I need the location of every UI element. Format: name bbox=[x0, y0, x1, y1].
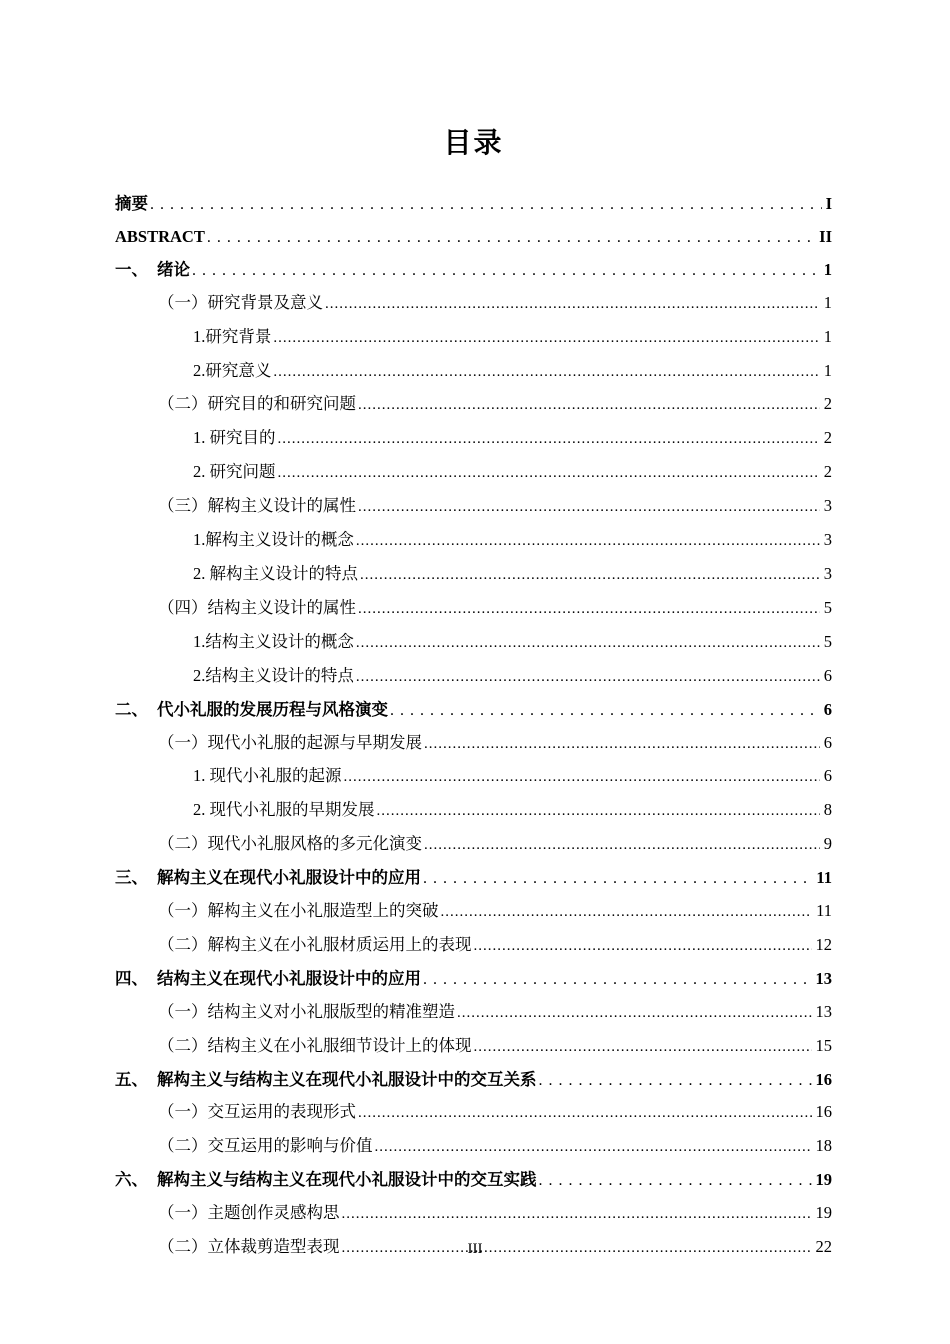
toc-entry-label: 2. 研究问题 bbox=[193, 462, 276, 482]
toc-entry[interactable] bbox=[115, 1030, 832, 1064]
toc-leader-dots bbox=[375, 1130, 812, 1164]
toc-entry[interactable] bbox=[115, 321, 832, 355]
toc-entry-label: 解构主义与结构主义在现代小礼服设计中的交互关系 bbox=[157, 1069, 537, 1089]
toc-leader-dots bbox=[273, 321, 819, 355]
toc-entry[interactable] bbox=[115, 490, 832, 524]
toc-entry-page-number: 11 bbox=[816, 868, 832, 888]
toc-entry[interactable] bbox=[115, 727, 832, 761]
page-title: 目录 bbox=[443, 128, 504, 159]
toc-leader-dots bbox=[358, 388, 820, 422]
toc-leader-dots bbox=[377, 794, 820, 828]
toc-entry[interactable] bbox=[115, 1130, 832, 1164]
toc-entry-label: 绪论 bbox=[157, 259, 190, 279]
toc-entry-page-number: 3 bbox=[823, 563, 832, 583]
toc-leader-dots bbox=[474, 929, 812, 963]
toc-entry-label: 2. 现代小礼服的早期发展 bbox=[193, 800, 375, 820]
toc-entry[interactable] bbox=[115, 828, 832, 862]
toc-entry-page-number: 2 bbox=[823, 428, 832, 448]
toc-entry[interactable] bbox=[115, 1096, 832, 1130]
toc-entry-label: ABSTRACT bbox=[115, 226, 205, 246]
toc-leader-dots bbox=[150, 188, 822, 221]
toc-entry-label: （一）结构主义对小礼服版型的精准塑造 bbox=[158, 1001, 455, 1021]
toc-entry-label: （一）研究背景及意义 bbox=[158, 292, 323, 312]
toc-entry-number: 二、 bbox=[115, 699, 148, 719]
toc-entry[interactable] bbox=[115, 388, 832, 422]
toc-entry-number: 四、 bbox=[115, 968, 148, 988]
toc-entry-page-number: 3 bbox=[823, 496, 832, 516]
toc-entry-page-number: 13 bbox=[815, 968, 832, 988]
toc-entry-label: （二）解构主义在小礼服材质运用上的表现 bbox=[158, 934, 472, 954]
toc-entry[interactable] bbox=[115, 963, 832, 996]
toc-leader-dots bbox=[358, 592, 820, 626]
toc-entry-page-number: II bbox=[819, 226, 832, 246]
toc-list bbox=[115, 188, 832, 1265]
toc-leader-dots bbox=[358, 490, 820, 524]
toc-entry-page-number: 13 bbox=[815, 1001, 832, 1021]
toc-entry-page-number: 1 bbox=[823, 259, 832, 279]
toc-entry-label: 1. 研究目的 bbox=[193, 428, 276, 448]
toc-entry[interactable] bbox=[115, 660, 832, 694]
toc-entry-label: 代小礼服的发展历程与风格演变 bbox=[157, 699, 388, 719]
toc-entry[interactable] bbox=[115, 558, 832, 592]
toc-entry-label: 1.解构主义设计的概念 bbox=[193, 530, 354, 550]
toc-entry-page-number: 12 bbox=[815, 934, 832, 954]
toc-entry-page-number: 1 bbox=[823, 326, 832, 346]
toc-entry[interactable] bbox=[115, 1197, 832, 1231]
toc-entry-label: 解构主义在现代小礼服设计中的应用 bbox=[157, 868, 421, 888]
toc-entry-page-number: 15 bbox=[815, 1035, 832, 1055]
toc-entry[interactable] bbox=[115, 592, 832, 626]
toc-entry-page-number: 16 bbox=[815, 1069, 832, 1089]
toc-entry-label: 2.结构主义设计的特点 bbox=[193, 665, 354, 685]
toc-entry-page-number: 6 bbox=[823, 665, 832, 685]
toc-leader-dots bbox=[358, 1096, 812, 1130]
toc-entry-label: 1. 现代小礼服的起源 bbox=[193, 766, 342, 786]
toc-leader-dots bbox=[192, 254, 820, 287]
toc-entry-page-number: 9 bbox=[823, 834, 832, 854]
toc-entry-number: 六、 bbox=[115, 1170, 148, 1190]
toc-entry-label: 摘要 bbox=[115, 194, 148, 213]
toc-entry-label: （一）交互运用的表现形式 bbox=[158, 1102, 356, 1122]
toc-entry[interactable] bbox=[115, 355, 832, 389]
toc-leader-dots bbox=[424, 727, 820, 761]
toc-entry-label: 结构主义在现代小礼服设计中的应用 bbox=[157, 968, 421, 988]
toc-leader-dots bbox=[474, 1030, 812, 1064]
toc-leader-dots bbox=[278, 456, 820, 490]
toc-entry-number: 一、 bbox=[115, 259, 148, 279]
toc-entry-page-number: 18 bbox=[815, 1136, 832, 1156]
toc-leader-dots bbox=[342, 1197, 812, 1231]
toc-entry-page-number: 16 bbox=[815, 1102, 832, 1122]
toc-entry-page-number: 6 bbox=[823, 732, 832, 752]
toc-leader-dots bbox=[390, 694, 820, 727]
toc-entry-page-number: 5 bbox=[823, 597, 832, 617]
toc-entry-page-number: 11 bbox=[816, 901, 832, 921]
page-number-footer: III bbox=[467, 1241, 483, 1257]
toc-entry[interactable] bbox=[115, 254, 832, 287]
toc-entry-label: 解构主义与结构主义在现代小礼服设计中的交互实践 bbox=[157, 1170, 537, 1190]
toc-leader-dots bbox=[207, 221, 815, 254]
toc-entry-page-number: 6 bbox=[823, 766, 832, 786]
toc-entry-label: 2.研究意义 bbox=[193, 360, 272, 380]
toc-entry[interactable] bbox=[115, 1164, 832, 1197]
toc-entry[interactable] bbox=[115, 221, 832, 254]
toc-entry[interactable] bbox=[115, 895, 832, 929]
toc-leader-dots bbox=[539, 1064, 812, 1097]
toc-leader-dots bbox=[344, 760, 820, 794]
toc-entry-number: 三、 bbox=[115, 868, 148, 888]
toc-entry-page-number: 1 bbox=[823, 292, 832, 312]
toc-entry-page-number: 5 bbox=[823, 631, 832, 651]
toc-entry[interactable] bbox=[115, 794, 832, 828]
toc-leader-dots bbox=[278, 422, 820, 456]
toc-entry-page-number: 6 bbox=[823, 699, 832, 719]
toc-leader-dots bbox=[539, 1164, 812, 1197]
toc-leader-dots bbox=[356, 524, 820, 558]
toc-leader-dots bbox=[457, 996, 812, 1030]
toc-entry-page-number: 2 bbox=[823, 462, 832, 482]
toc-leader-dots bbox=[424, 828, 820, 862]
toc-entry[interactable] bbox=[115, 524, 832, 558]
toc-entry-label: 2. 解构主义设计的特点 bbox=[193, 563, 358, 583]
toc-leader-dots bbox=[423, 963, 812, 996]
toc-entry[interactable] bbox=[115, 694, 832, 727]
toc-leader-dots bbox=[273, 355, 819, 389]
toc-entry-label: （二）现代小礼服风格的多元化演变 bbox=[158, 834, 422, 854]
toc-entry[interactable] bbox=[115, 1064, 832, 1097]
toc-leader-dots bbox=[325, 287, 820, 321]
toc-entry[interactable] bbox=[115, 626, 832, 660]
toc-entry-label: （二）立体裁剪造型表现 bbox=[158, 1237, 340, 1257]
toc-entry-page-number: 3 bbox=[823, 530, 832, 550]
toc-entry-page-number: 8 bbox=[823, 800, 832, 820]
toc-entry-number: 五、 bbox=[115, 1069, 148, 1089]
toc-entry-label: （一）现代小礼服的起源与早期发展 bbox=[158, 732, 422, 752]
toc-leader-dots bbox=[423, 862, 812, 895]
toc-entry-label: （二）研究目的和研究问题 bbox=[158, 394, 356, 414]
toc-leader-dots bbox=[356, 660, 820, 694]
toc-leader-dots bbox=[441, 895, 813, 929]
toc-leader-dots bbox=[356, 626, 820, 660]
toc-entry[interactable] bbox=[115, 188, 832, 221]
toc-entry-page-number: 22 bbox=[815, 1237, 832, 1257]
toc-entry-label: 1.研究背景 bbox=[193, 326, 272, 346]
toc-entry-label: 1.结构主义设计的概念 bbox=[193, 631, 354, 651]
toc-entry-label: （二）结构主义在小礼服细节设计上的体现 bbox=[158, 1035, 472, 1055]
toc-entry-label: （一）解构主义在小礼服造型上的突破 bbox=[158, 901, 439, 921]
toc-entry[interactable] bbox=[115, 996, 832, 1030]
toc-entry-page-number: I bbox=[825, 194, 832, 213]
toc-entry-page-number: 1 bbox=[823, 360, 832, 380]
toc-entry-label: （一）主题创作灵感构思 bbox=[158, 1203, 340, 1223]
toc-entry-label: （四）结构主义设计的属性 bbox=[158, 597, 356, 617]
toc-entry-page-number: 2 bbox=[823, 394, 832, 414]
toc-entry-page-number: 19 bbox=[815, 1203, 832, 1223]
toc-leader-dots bbox=[360, 558, 820, 592]
toc-entry[interactable] bbox=[115, 862, 832, 895]
toc-entry[interactable] bbox=[115, 929, 832, 963]
toc-entry[interactable] bbox=[115, 456, 832, 490]
toc-entry-label: （二）交互运用的影响与价值 bbox=[158, 1136, 373, 1156]
toc-entry[interactable] bbox=[115, 287, 832, 321]
toc-entry[interactable] bbox=[115, 422, 832, 456]
toc-entry-page-number: 19 bbox=[815, 1170, 832, 1190]
toc-entry[interactable] bbox=[115, 760, 832, 794]
toc-entry-label: （三）解构主义设计的属性 bbox=[158, 496, 356, 516]
